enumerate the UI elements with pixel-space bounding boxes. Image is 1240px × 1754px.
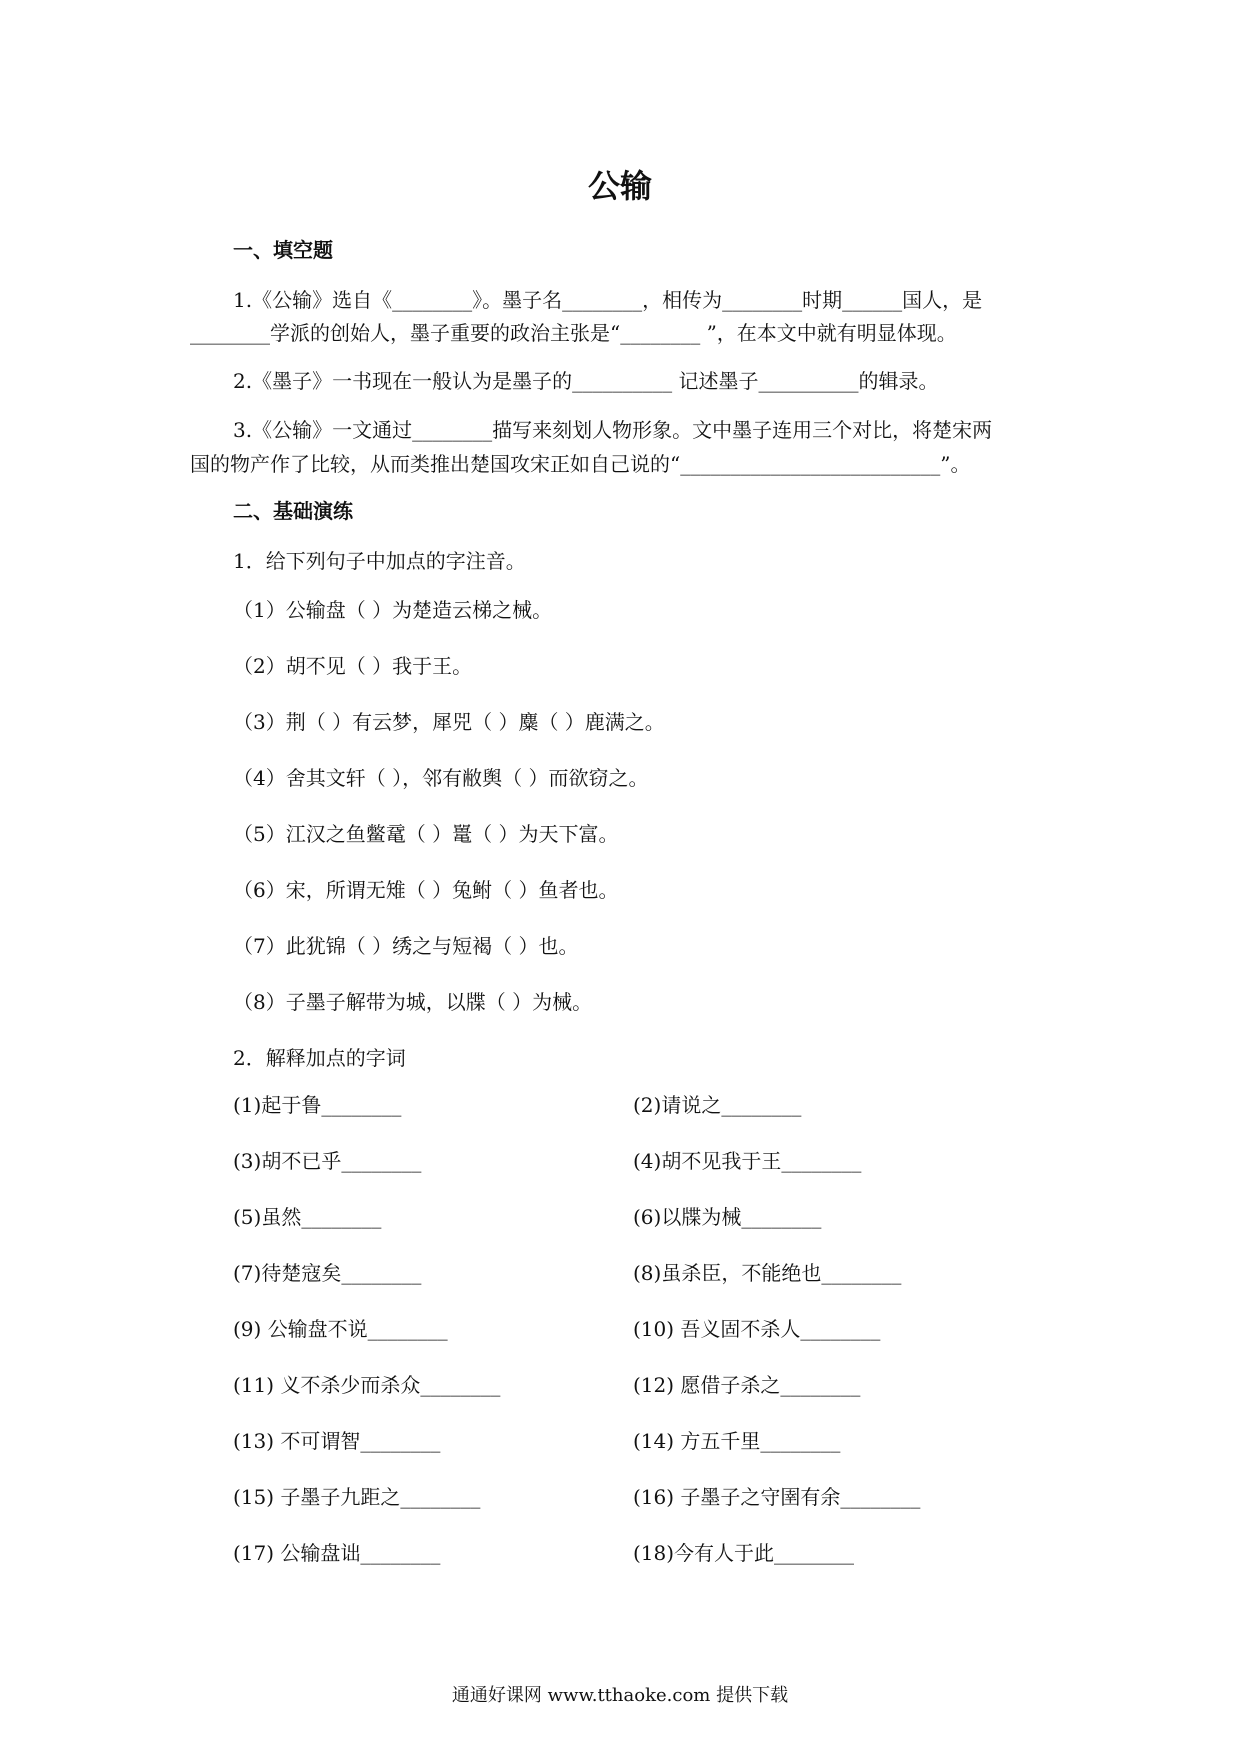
explain-item: (8)虽杀臣，不能绝也________	[633, 1261, 902, 1285]
explain-prompt: 2．解释加点的字词	[233, 1046, 406, 1070]
explain-item: (15) 子墨子九距之________	[233, 1485, 481, 1509]
explain-item: (1)起于鲁________	[233, 1093, 402, 1117]
explain-item: (5)虽然________	[233, 1205, 382, 1229]
question-1-line-1: 1.《公输》选自《________》。墨子名________，相传为________时期______国人，是	[233, 288, 983, 312]
page-title: 公输	[587, 167, 652, 205]
explain-item: (13) 不可谓智________	[233, 1429, 441, 1453]
explain-item: (11) 义不杀少而杀众________	[233, 1373, 501, 1397]
explain-item: (12) 愿借子杀之________	[633, 1373, 861, 1397]
explain-item: (7)待楚寇矣________	[233, 1261, 422, 1285]
phonetic-item: （5）江汉之鱼鳖鼋（ ）鼍（ ）为天下富。	[233, 822, 619, 846]
explain-item: (4)胡不见我于王________	[633, 1149, 862, 1173]
explain-item: (10) 吾义固不杀人________	[633, 1317, 881, 1341]
explain-item: (9) 公输盘不说________	[233, 1317, 448, 1341]
phonetic-item: （1）公输盘（ ）为楚造云梯之械。	[233, 598, 553, 622]
question-3-line-1: 3.《公输》一文通过________描写来刻划人物形象。文中墨子连用三个对比，将楚宋两	[233, 418, 993, 442]
explain-item: (14) 方五千里________	[633, 1429, 841, 1453]
explain-item: (18)今有人于此________	[633, 1541, 855, 1565]
phonetic-item: （8）子墨子解带为城，以牒（ ）为械。	[233, 990, 593, 1014]
phonetic-item: （7）此犹锦（ ）绣之与短褐（ ）也。	[233, 934, 579, 958]
question-2: 2.《墨子》一书现在一般认为是墨子的__________ 记述墨子__________的辑录。	[233, 369, 939, 393]
question-3-line-2: 国的物产作了比较，从而类推出楚国攻宋正如自己说的“__________________________”。	[190, 452, 971, 476]
explain-item: (6)以牒为械________	[633, 1205, 822, 1229]
explain-item: (17) 公输盘诎________	[233, 1541, 441, 1565]
question-1-line-2: ________学派的创始人，墨子重要的政治主张是“________ ”，在本文中就有明显体现。	[190, 321, 957, 345]
phonetic-prompt: 1．给下列句子中加点的字注音。	[233, 549, 526, 573]
phonetic-item: （6）宋，所谓无雉（ ）兔鲋（ ）鱼者也。	[233, 878, 619, 902]
explain-item: (2)请说之________	[633, 1093, 802, 1117]
explain-item: (3)胡不已乎________	[233, 1149, 422, 1173]
section-heading-basic-practice: 二、基础演练	[233, 499, 353, 523]
section-heading-fill-blank: 一、填空题	[233, 238, 333, 262]
explain-item: (16) 子墨子之守圉有余________	[633, 1485, 921, 1509]
footer-source: 通通好课网 www.tthaoke.com 提供下载	[451, 1685, 789, 1706]
phonetic-item: （4）舍其文轩（ ），邻有敝舆（ ）而欲窃之。	[233, 766, 649, 790]
phonetic-item: （2）胡不见（ ）我于王。	[233, 654, 473, 678]
phonetic-item: （3）荆（ ）有云梦，犀兕（ ）麋（ ）鹿满之。	[233, 710, 665, 734]
